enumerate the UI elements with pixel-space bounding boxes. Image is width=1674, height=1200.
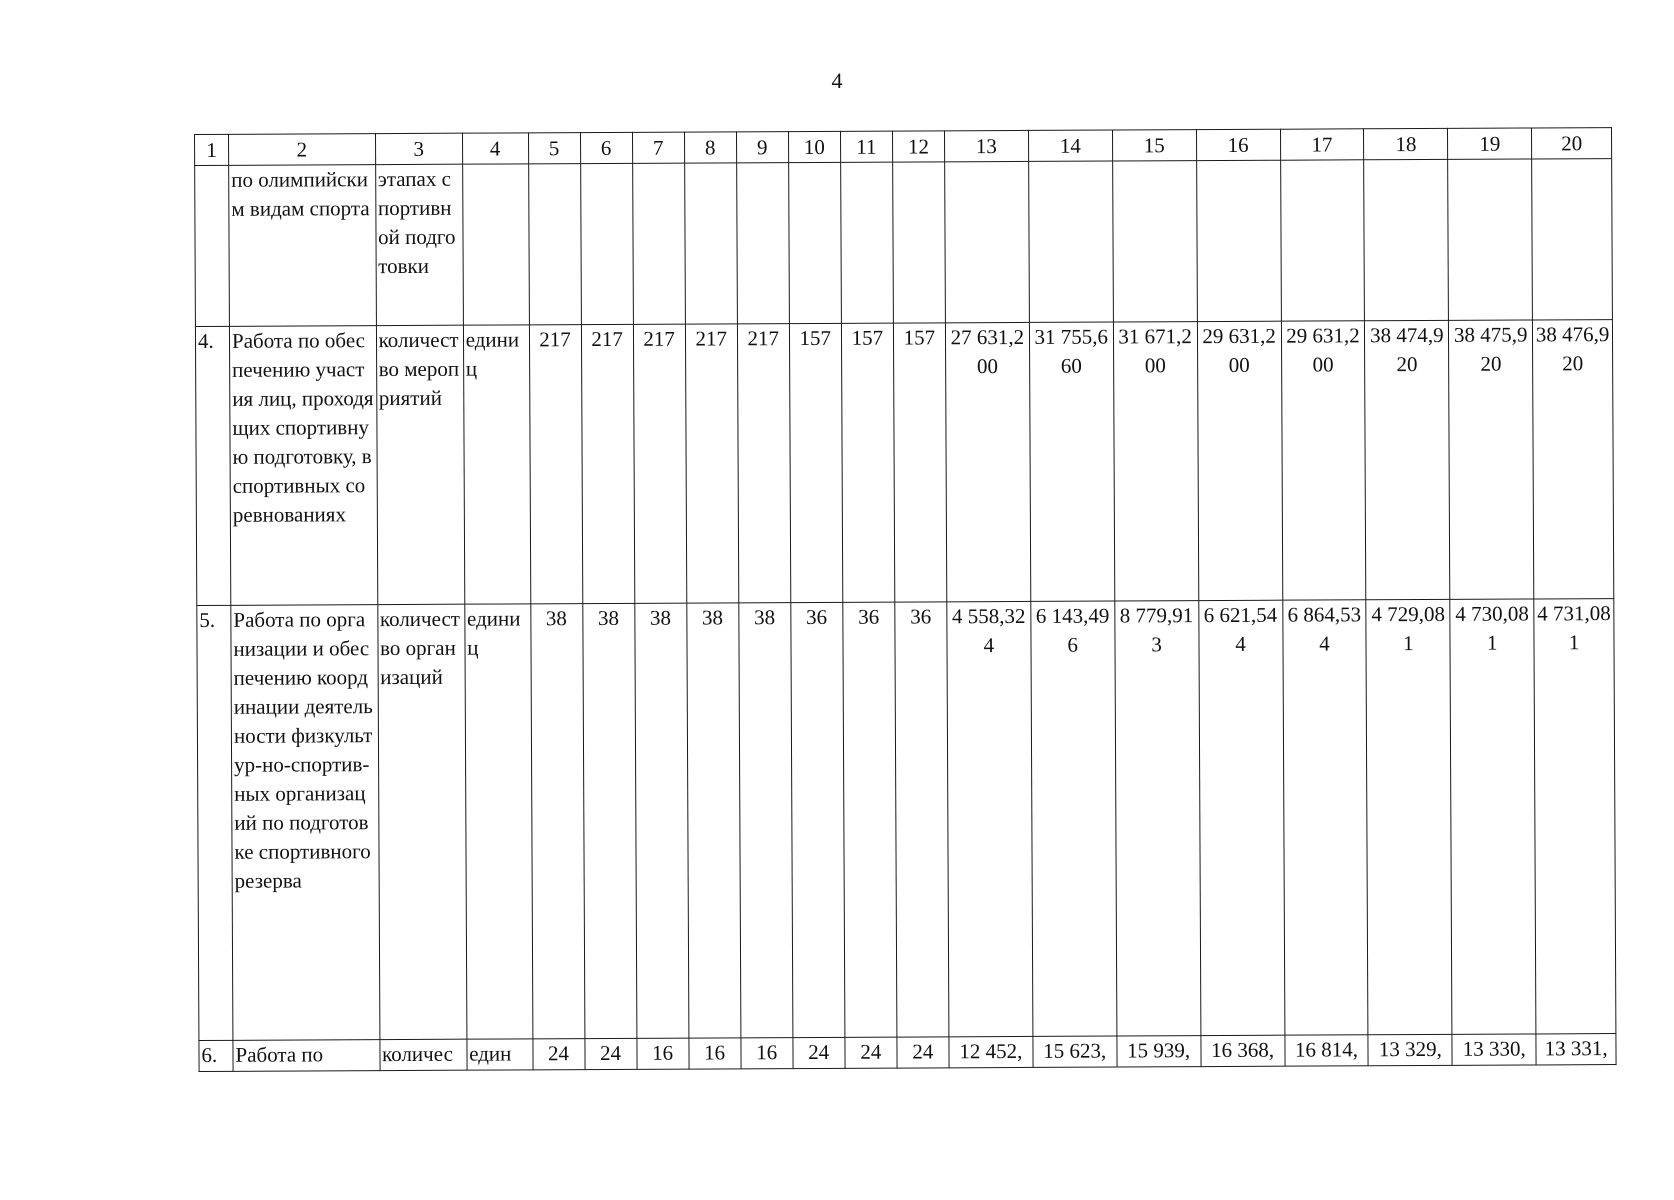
page-number: 4	[831, 68, 843, 93]
value-cell: 6 621,544	[1198, 600, 1284, 1035]
value-cell: 12 452,	[949, 1036, 1033, 1067]
indicator-name: количество мероприятий	[376, 325, 464, 604]
header-cell: 2	[228, 134, 375, 166]
value-cell: 16	[689, 1038, 741, 1069]
value-cell: 6 143,496	[1031, 601, 1117, 1036]
header-cell: 4	[462, 133, 528, 164]
value-cell: 27 631,200	[945, 322, 1030, 601]
value-cell: 31 671,200	[1113, 322, 1198, 601]
header-cell: 7	[632, 132, 684, 163]
header-cell: 18	[1364, 128, 1448, 159]
row-index: 5.	[197, 605, 233, 1040]
header-cell: 1	[195, 134, 229, 165]
value-cell	[736, 163, 789, 324]
value-cell: 16	[741, 1038, 793, 1069]
header-cell: 19	[1448, 128, 1532, 159]
indicator-name: количество организаций	[377, 604, 466, 1039]
work-name: Работа по	[233, 1040, 380, 1072]
table-row	[199, 1034, 1616, 1072]
row-index: 4.	[195, 326, 230, 605]
value-cell	[684, 163, 737, 324]
value-cell: 38 475,920	[1449, 320, 1534, 599]
work-name: Работа по организации и обеспечению координации деятельности физкультур-но-спортив-ных организаций по подготовке спортивного резерва	[231, 605, 380, 1041]
header-cell: 14	[1028, 130, 1112, 161]
value-cell: 6 864,534	[1282, 600, 1368, 1035]
value-cell	[1364, 159, 1449, 320]
value-cell: 38	[738, 603, 792, 1038]
value-cell	[945, 161, 1030, 322]
header-cell: 11	[840, 131, 892, 162]
value-cell: 38	[582, 603, 636, 1038]
header-cell: 3	[375, 133, 462, 164]
value-cell: 24	[897, 1037, 949, 1068]
value-cell	[632, 163, 685, 324]
value-cell: 8 779,913	[1114, 601, 1200, 1036]
work-name: по олимпийским видам спорта	[229, 165, 376, 327]
header-cell: 6	[580, 132, 632, 163]
value-cell: 15 623,	[1033, 1036, 1117, 1067]
indicator-name: этапах спортивной подготовки	[375, 164, 463, 325]
row-index	[195, 165, 230, 326]
table-row	[195, 159, 1613, 327]
value-cell: 16 814,	[1284, 1035, 1368, 1066]
value-cell: 38	[634, 603, 688, 1038]
unit-of-measure: единиц	[463, 325, 530, 604]
value-cell: 36	[791, 602, 845, 1037]
value-cell	[892, 162, 945, 323]
header-cell: 17	[1280, 129, 1364, 160]
value-cell	[1280, 160, 1365, 321]
header-cell: 12	[892, 131, 944, 162]
value-cell: 36	[843, 602, 897, 1037]
header-cell: 10	[788, 131, 840, 162]
value-cell	[1196, 160, 1281, 321]
header-cell: 8	[684, 132, 736, 163]
header-cell: 15	[1112, 130, 1196, 161]
value-cell: 157	[893, 323, 946, 602]
value-cell	[528, 164, 581, 325]
value-cell: 217	[529, 325, 582, 604]
value-cell: 13 330,	[1452, 1034, 1536, 1065]
unit-of-measure: един	[467, 1039, 533, 1070]
value-cell: 24	[584, 1038, 636, 1069]
table-row	[197, 599, 1616, 1041]
value-cell: 24	[793, 1037, 845, 1068]
work-name: Работа по обеспечению участия лиц, проходящих спортивную подготовку, в спортивных соревнованиях	[229, 326, 377, 606]
row-index: 6.	[199, 1040, 233, 1071]
value-cell: 29 631,200	[1197, 321, 1282, 600]
value-cell: 13 331,	[1536, 1034, 1616, 1065]
value-cell: 38 474,920	[1365, 320, 1450, 599]
value-cell	[580, 163, 633, 324]
value-cell: 4 558,324	[947, 601, 1033, 1036]
value-cell: 24	[845, 1037, 897, 1068]
header-cell: 20	[1532, 128, 1612, 159]
value-cell	[1028, 161, 1113, 322]
value-cell: 13 329,	[1368, 1034, 1452, 1065]
value-cell: 217	[633, 324, 686, 603]
value-cell: 31 755,660	[1029, 322, 1114, 601]
value-cell: 4 731,081	[1534, 599, 1616, 1034]
services-table	[194, 127, 1617, 1072]
value-cell	[788, 162, 841, 323]
value-cell: 29 631,200	[1281, 321, 1366, 600]
value-cell: 38	[686, 603, 740, 1038]
value-cell	[1448, 159, 1533, 320]
value-cell	[1112, 161, 1197, 322]
header-cell: 13	[944, 130, 1028, 161]
value-cell: 38 476,920	[1533, 320, 1614, 599]
header-cell: 9	[736, 132, 788, 163]
value-cell: 15 939,	[1117, 1036, 1201, 1067]
table-row	[195, 320, 1613, 606]
value-cell	[840, 162, 893, 323]
value-cell: 24	[532, 1039, 584, 1070]
value-cell: 16 368,	[1201, 1035, 1285, 1066]
value-cell: 217	[581, 324, 634, 603]
value-cell: 38	[530, 604, 584, 1039]
header-cell: 5	[528, 133, 580, 164]
header-cell: 16	[1196, 129, 1280, 160]
value-cell: 157	[841, 323, 894, 602]
value-cell: 217	[737, 324, 790, 603]
value-cell: 217	[685, 324, 738, 603]
indicator-name: количес	[379, 1039, 466, 1070]
value-cell: 36	[895, 602, 949, 1037]
unit-of-measure	[462, 164, 529, 325]
value-cell	[1532, 159, 1613, 320]
value-cell: 16	[637, 1038, 689, 1069]
value-cell: 157	[789, 323, 842, 602]
value-cell: 4 730,081	[1450, 599, 1536, 1034]
value-cell: 4 729,081	[1366, 599, 1452, 1034]
unit-of-measure: единиц	[464, 604, 532, 1039]
